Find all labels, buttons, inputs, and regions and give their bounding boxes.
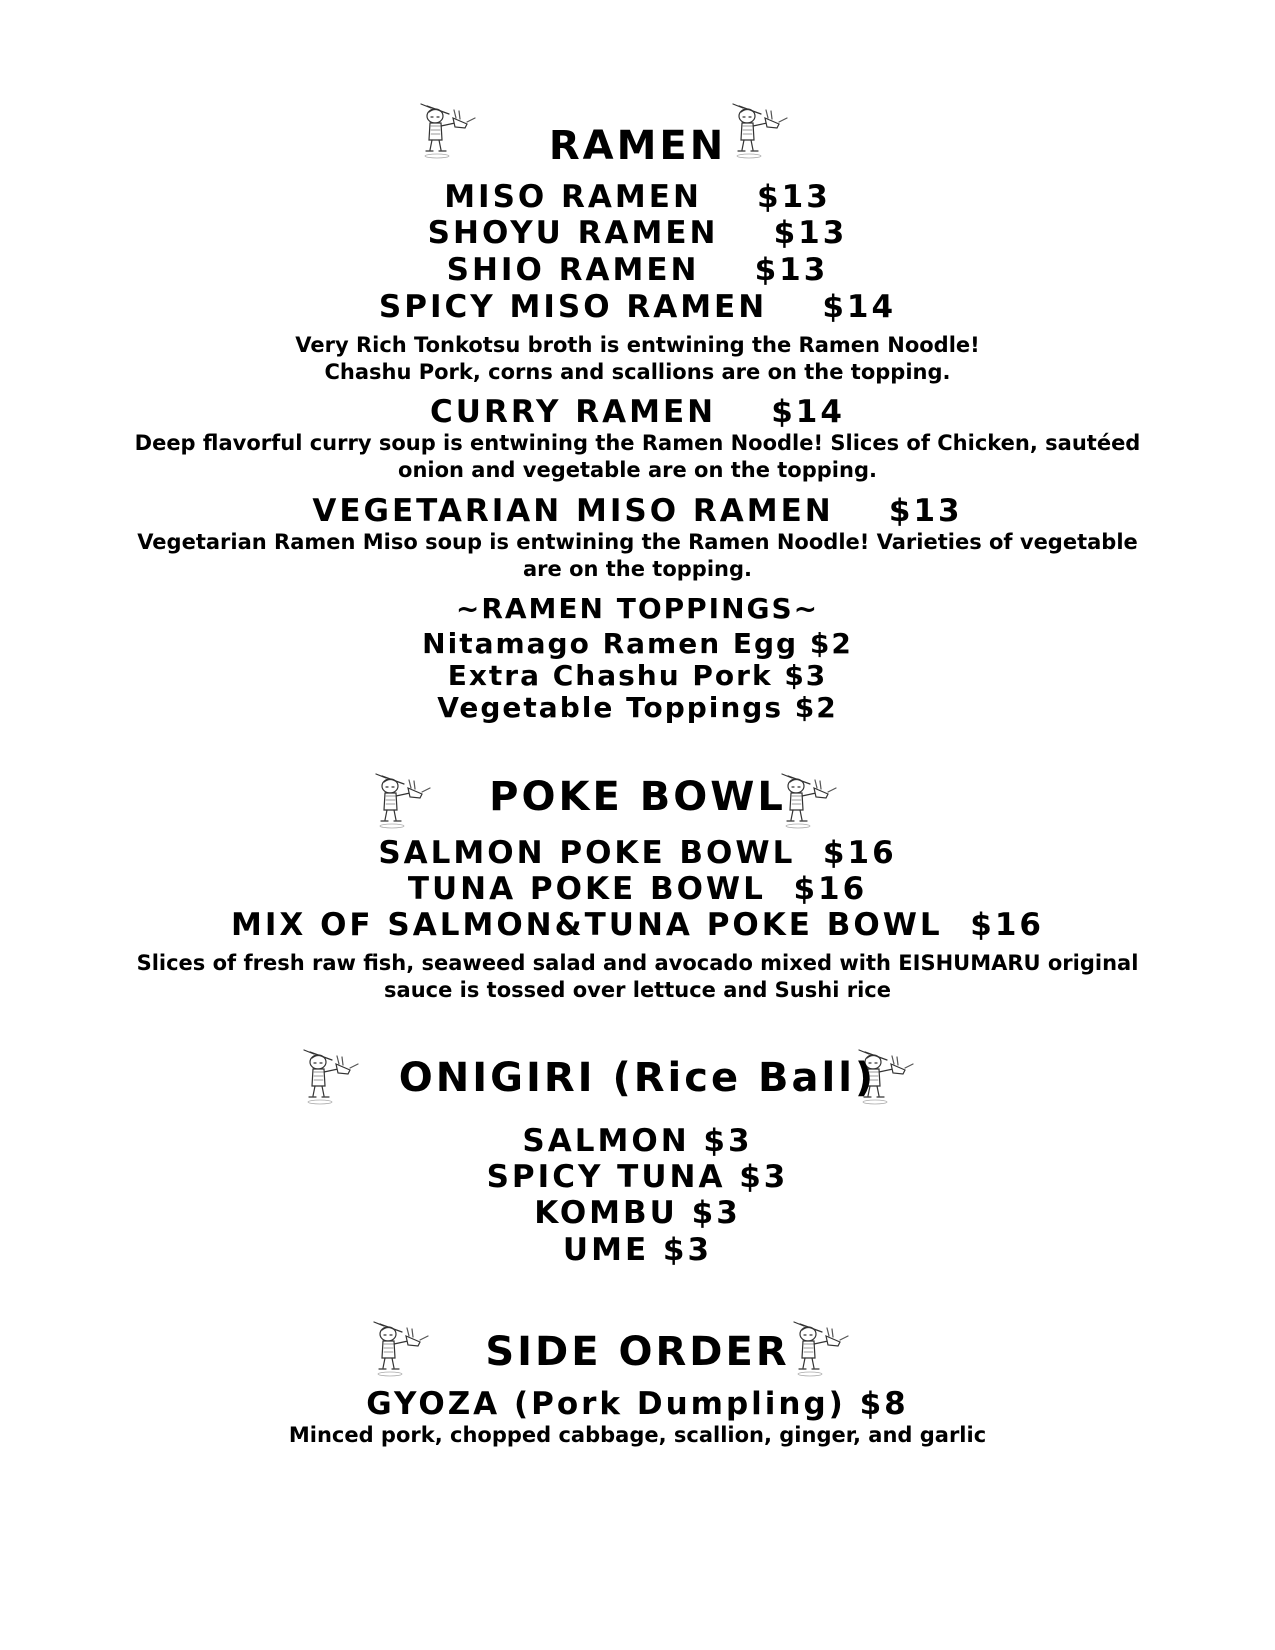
item-description: Very Rich Tonkotsu broth is entwining the Ramen Noodle! [295,333,980,357]
menu-item: MISO RAMEN $13 [444,179,831,215]
item-description: onion and vegetable are on the topping. [398,458,877,482]
topping-item: Vegetable Toppings $2 [437,691,838,724]
menu-item: SPICY TUNA $3 [486,1159,789,1195]
item-description: Minced pork, chopped cabbage, scallion, ginger, and garlic [288,1423,987,1447]
menu-item: SPICY MISO RAMEN $14 [378,289,897,325]
menu-item: SALMON $3 [522,1123,753,1159]
menu-item: SALMON POKE BOWL $16 [378,835,897,871]
menu-item: SHOYU RAMEN $13 [427,215,848,251]
menu-item: KOMBU $3 [534,1195,741,1231]
item-description: are on the topping. [522,557,752,581]
menu-item: SHIO RAMEN $13 [446,252,829,288]
menu-item: UME $3 [562,1232,713,1268]
item-description: sauce is tossed over lettuce and Sushi rice [384,978,891,1002]
menu-item: GYOZA (Pork Dumpling) $8 [366,1386,909,1422]
menu-item: TUNA POKE BOWL $16 [407,871,868,907]
topping-item: Nitamago Ramen Egg $2 [422,627,853,660]
section-title-poke-bowl: POKE BOWL [489,774,786,820]
toppings-title: ~RAMEN TOPPINGS~ [455,592,820,625]
topping-item: Extra Chashu Pork $3 [447,659,828,692]
menu-item: VEGETARIAN MISO RAMEN $13 [312,493,963,529]
item-description: Chashu Pork, corns and scallions are on the topping. [324,360,951,384]
menu-item: CURRY RAMEN $14 [430,394,845,430]
section-title-ramen: RAMEN [548,123,727,169]
item-description: Deep flavorful curry soup is entwining the Ramen Noodle! Slices of Chicken, sautéed [134,431,1141,455]
item-description: Vegetarian Ramen Miso soup is entwining the Ramen Noodle! Varieties of vegetable [137,530,1138,554]
section-title-side-order: SIDE ORDER [485,1329,790,1375]
item-description: Slices of fresh raw fish, seaweed salad and avocado mixed with EISHUMARU original [136,951,1139,975]
menu-item: MIX OF SALMON&TUNA POKE BOWL $16 [231,907,1044,943]
section-title-onigiri: ONIGIRI (Rice Ball) [398,1055,877,1101]
